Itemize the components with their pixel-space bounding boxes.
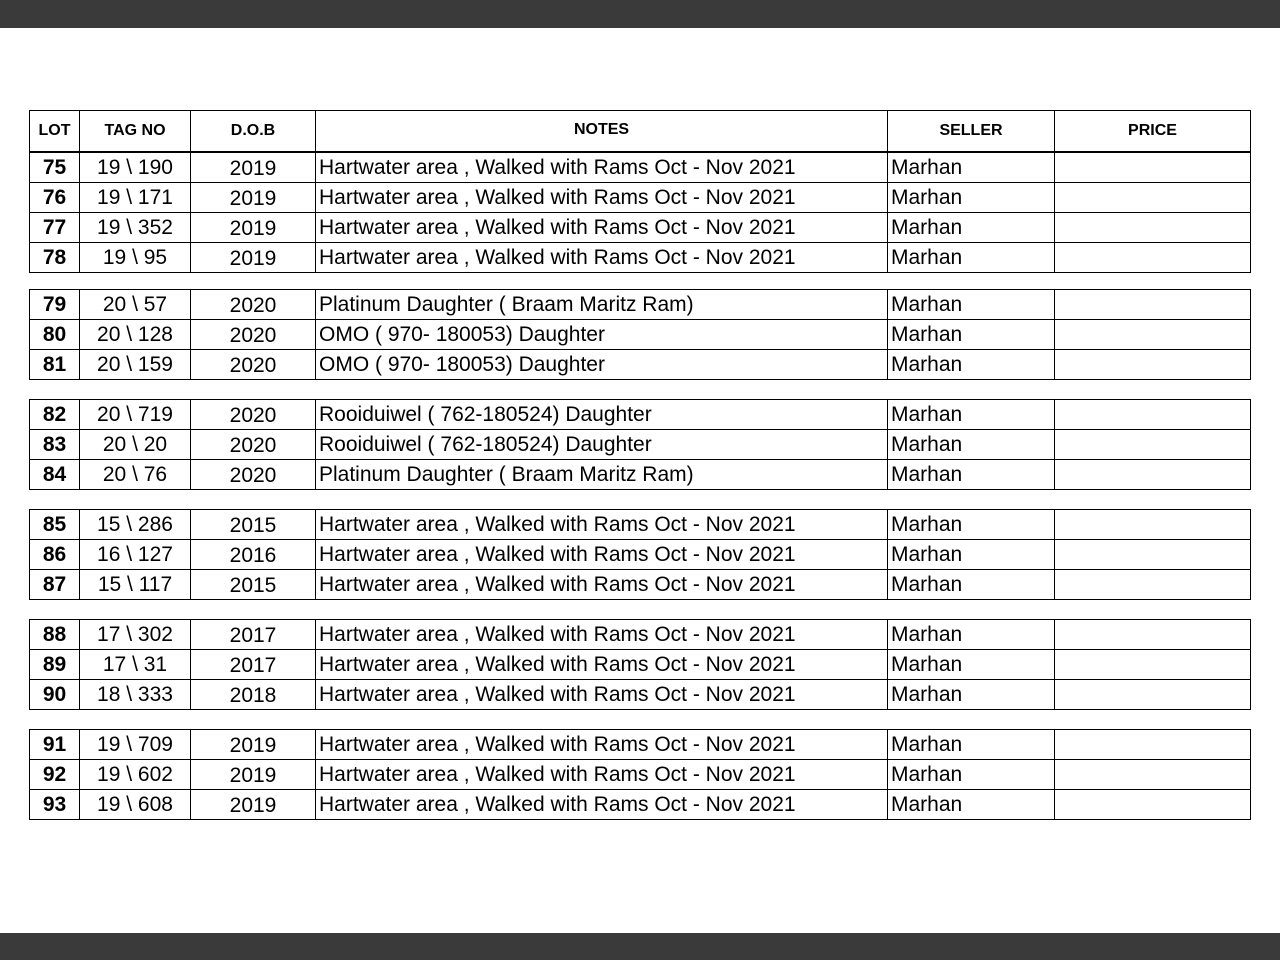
tag-no-cell: 19 \ 190 <box>80 153 191 183</box>
lot-cell: 84 <box>30 460 80 490</box>
seller-cell: Marhan <box>888 213 1055 243</box>
notes-cell: Hartwater area , Walked with Rams Oct - Nov 2021 <box>316 680 888 710</box>
seller-cell: Marhan <box>888 790 1055 820</box>
top-window-bar <box>0 0 1280 28</box>
header-notes: NOTES <box>316 111 888 152</box>
tag-no-cell: 19 \ 95 <box>80 243 191 273</box>
table-row <box>30 510 1251 540</box>
table-row <box>30 620 1251 650</box>
lot-cell: 89 <box>30 650 80 680</box>
price-cell <box>1055 790 1251 820</box>
lot-cell: 82 <box>30 400 80 430</box>
header-dob: D.O.B <box>191 111 316 152</box>
lot-cell: 76 <box>30 183 80 213</box>
price-cell <box>1055 430 1251 460</box>
price-cell <box>1055 290 1251 320</box>
notes-cell: Hartwater area , Walked with Rams Oct - Nov 2021 <box>316 730 888 760</box>
price-cell <box>1055 460 1251 490</box>
tag-no-cell: 20 \ 76 <box>80 460 191 490</box>
dob-cell: 2020 <box>191 460 316 490</box>
table-row <box>30 790 1251 820</box>
tag-no-cell: 15 \ 286 <box>80 510 191 540</box>
lot-cell: 80 <box>30 320 80 350</box>
lot-cell: 88 <box>30 620 80 650</box>
tag-no-cell: 17 \ 302 <box>80 620 191 650</box>
lot-cell: 78 <box>30 243 80 273</box>
dob-cell: 2016 <box>191 540 316 570</box>
notes-cell: Platinum Daughter ( Braam Maritz Ram) <box>316 290 888 320</box>
seller-cell: Marhan <box>888 540 1055 570</box>
seller-cell: Marhan <box>888 760 1055 790</box>
lot-cell: 85 <box>30 510 80 540</box>
bottom-window-bar <box>0 933 1280 960</box>
notes-cell: Hartwater area , Walked with Rams Oct - Nov 2021 <box>316 153 888 183</box>
seller-cell: Marhan <box>888 290 1055 320</box>
seller-cell: Marhan <box>888 730 1055 760</box>
table-row <box>30 730 1251 760</box>
header-price: PRICE <box>1055 111 1251 152</box>
table-row <box>30 540 1251 570</box>
lot-cell: 83 <box>30 430 80 460</box>
price-cell <box>1055 570 1251 600</box>
table-row <box>30 760 1251 790</box>
dob-cell: 2015 <box>191 510 316 540</box>
header-tag-no: TAG NO <box>80 111 191 152</box>
lot-cell: 87 <box>30 570 80 600</box>
tag-no-cell: 20 \ 159 <box>80 350 191 380</box>
dob-cell: 2019 <box>191 183 316 213</box>
dob-cell: 2020 <box>191 320 316 350</box>
dob-cell: 2020 <box>191 400 316 430</box>
seller-cell: Marhan <box>888 460 1055 490</box>
notes-cell: OMO ( 970- 180053) Daughter <box>316 350 888 380</box>
seller-cell: Marhan <box>888 320 1055 350</box>
table-row <box>30 400 1251 430</box>
dob-cell: 2019 <box>191 153 316 183</box>
lot-cell: 92 <box>30 760 80 790</box>
lot-cell: 81 <box>30 350 80 380</box>
tag-no-cell: 20 \ 128 <box>80 320 191 350</box>
notes-cell: Hartwater area , Walked with Rams Oct - Nov 2021 <box>316 650 888 680</box>
seller-cell: Marhan <box>888 570 1055 600</box>
lot-cell: 93 <box>30 790 80 820</box>
tag-no-cell: 16 \ 127 <box>80 540 191 570</box>
dob-cell: 2020 <box>191 350 316 380</box>
dob-cell: 2019 <box>191 760 316 790</box>
table-row <box>30 320 1251 350</box>
price-cell <box>1055 183 1251 213</box>
tag-no-cell: 19 \ 352 <box>80 213 191 243</box>
seller-cell: Marhan <box>888 430 1055 460</box>
price-cell <box>1055 650 1251 680</box>
table-row <box>30 460 1251 490</box>
header-seller: SELLER <box>888 111 1055 152</box>
lot-cell: 79 <box>30 290 80 320</box>
dob-cell: 2019 <box>191 730 316 760</box>
notes-cell: Hartwater area , Walked with Rams Oct - Nov 2021 <box>316 540 888 570</box>
tag-no-cell: 19 \ 709 <box>80 730 191 760</box>
notes-cell: Hartwater area , Walked with Rams Oct - Nov 2021 <box>316 760 888 790</box>
table-row <box>30 153 1251 183</box>
notes-cell: Rooiduiwel ( 762-180524) Daughter <box>316 430 888 460</box>
price-cell <box>1055 213 1251 243</box>
dob-cell: 2017 <box>191 650 316 680</box>
seller-cell: Marhan <box>888 350 1055 380</box>
notes-cell: Hartwater area , Walked with Rams Oct - Nov 2021 <box>316 620 888 650</box>
tag-no-cell: 20 \ 719 <box>80 400 191 430</box>
lot-group-table <box>29 729 1251 820</box>
seller-cell: Marhan <box>888 183 1055 213</box>
seller-cell: Marhan <box>888 680 1055 710</box>
seller-cell: Marhan <box>888 510 1055 540</box>
price-cell <box>1055 400 1251 430</box>
table-row <box>30 430 1251 460</box>
tag-no-cell: 19 \ 608 <box>80 790 191 820</box>
notes-cell: Platinum Daughter ( Braam Maritz Ram) <box>316 460 888 490</box>
seller-cell: Marhan <box>888 650 1055 680</box>
dob-cell: 2018 <box>191 680 316 710</box>
notes-cell: Hartwater area , Walked with Rams Oct - Nov 2021 <box>316 510 888 540</box>
tag-no-cell: 19 \ 171 <box>80 183 191 213</box>
lot-cell: 91 <box>30 730 80 760</box>
table-row <box>30 290 1251 320</box>
tag-no-cell: 20 \ 57 <box>80 290 191 320</box>
lot-cell: 90 <box>30 680 80 710</box>
dob-cell: 2017 <box>191 620 316 650</box>
seller-cell: Marhan <box>888 153 1055 183</box>
notes-cell: Hartwater area , Walked with Rams Oct - Nov 2021 <box>316 570 888 600</box>
dob-cell: 2019 <box>191 243 316 273</box>
price-cell <box>1055 680 1251 710</box>
lot-group-table <box>29 152 1251 273</box>
tag-no-cell: 18 \ 333 <box>80 680 191 710</box>
notes-cell: OMO ( 970- 180053) Daughter <box>316 320 888 350</box>
notes-cell: Hartwater area , Walked with Rams Oct - Nov 2021 <box>316 790 888 820</box>
price-cell <box>1055 760 1251 790</box>
lot-cell: 75 <box>30 153 80 183</box>
table-row <box>30 680 1251 710</box>
table-row <box>30 650 1251 680</box>
lot-group-table <box>29 509 1251 600</box>
dob-cell: 2015 <box>191 570 316 600</box>
seller-cell: Marhan <box>888 620 1055 650</box>
price-cell <box>1055 510 1251 540</box>
tag-no-cell: 17 \ 31 <box>80 650 191 680</box>
price-cell <box>1055 620 1251 650</box>
dob-cell: 2020 <box>191 430 316 460</box>
tag-no-cell: 19 \ 602 <box>80 760 191 790</box>
lot-group-table <box>29 399 1251 490</box>
dob-cell: 2020 <box>191 290 316 320</box>
notes-cell: Rooiduiwel ( 762-180524) Daughter <box>316 400 888 430</box>
notes-cell: Hartwater area , Walked with Rams Oct - Nov 2021 <box>316 183 888 213</box>
lot-group-table <box>29 619 1251 710</box>
table-row <box>30 350 1251 380</box>
seller-cell: Marhan <box>888 400 1055 430</box>
tag-no-cell: 20 \ 20 <box>80 430 191 460</box>
notes-cell: Hartwater area , Walked with Rams Oct - Nov 2021 <box>316 243 888 273</box>
price-cell <box>1055 153 1251 183</box>
price-cell <box>1055 350 1251 380</box>
lot-cell: 77 <box>30 213 80 243</box>
table-row <box>30 213 1251 243</box>
lot-group-table <box>29 289 1251 380</box>
price-cell <box>1055 540 1251 570</box>
dob-cell: 2019 <box>191 213 316 243</box>
header-row <box>30 111 1251 152</box>
seller-cell: Marhan <box>888 243 1055 273</box>
notes-cell: Hartwater area , Walked with Rams Oct - Nov 2021 <box>316 213 888 243</box>
table-row <box>30 183 1251 213</box>
price-cell <box>1055 320 1251 350</box>
header-table <box>29 110 1251 152</box>
lot-cell: 86 <box>30 540 80 570</box>
price-cell <box>1055 730 1251 760</box>
header-lot: LOT <box>30 111 80 152</box>
table-row <box>30 570 1251 600</box>
price-cell <box>1055 243 1251 273</box>
tag-no-cell: 15 \ 117 <box>80 570 191 600</box>
dob-cell: 2019 <box>191 790 316 820</box>
table-row <box>30 243 1251 273</box>
